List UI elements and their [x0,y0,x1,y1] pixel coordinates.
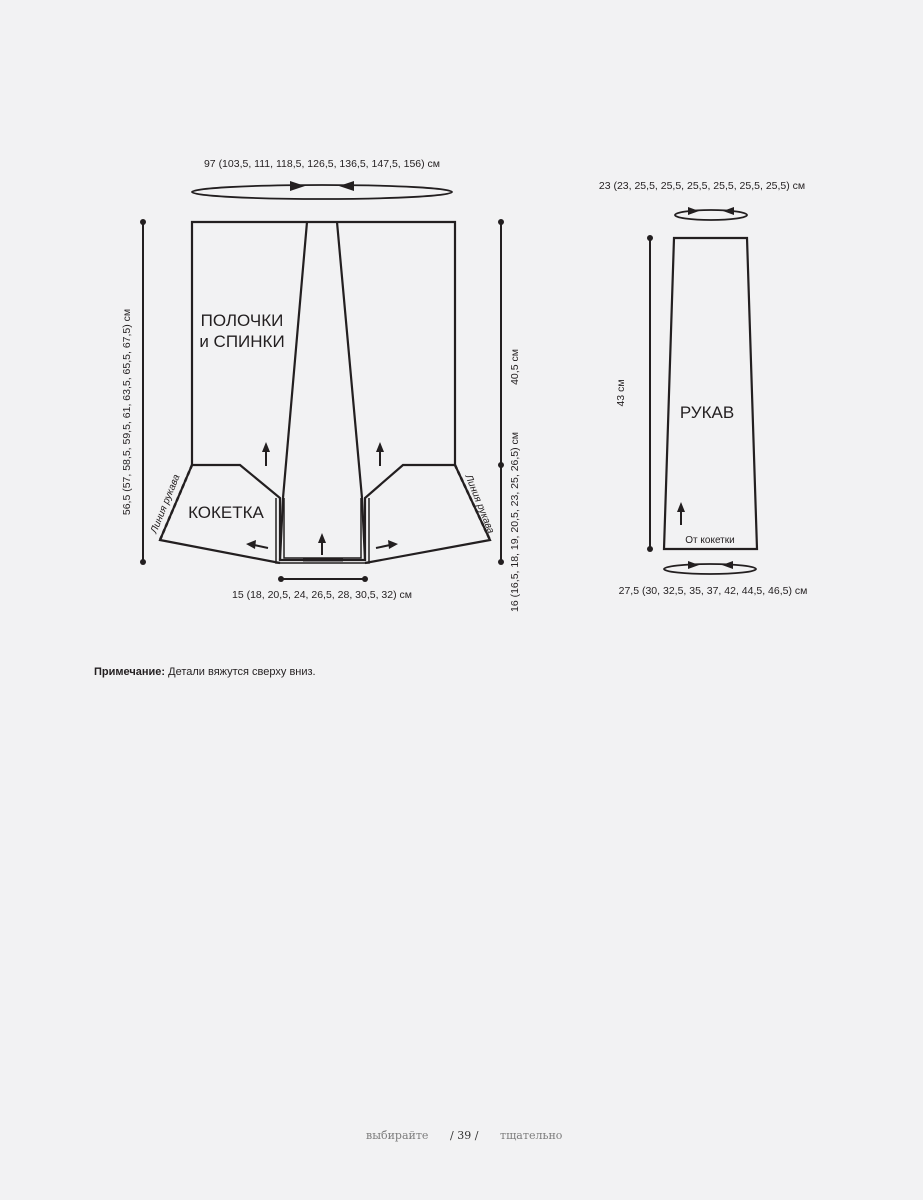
footer-left-word: выбирайте [366,1129,429,1142]
arrow-right-icon [388,540,398,549]
arrow-up-icon [376,442,384,452]
body-bottom-width: 15 (18, 20,5, 24, 26,5, 28, 30,5, 32) см [231,589,413,601]
sleeve-label: РУКАВ [679,403,735,422]
sleeve-line-left-label: Линия рукава [148,472,183,536]
sleeve-top-ellipse [675,210,747,220]
arrow-left-icon [722,561,733,569]
body-top-width: 97 (103,5, 111, 118,5, 126,5, 136,5, 147,5, 156) см [203,158,441,170]
body-label-line2: и СПИНКИ [199,332,285,351]
sleeve-bottom-width: 27,5 (30, 32,5, 35, 37, 42, 44,5, 46,5) см [618,585,808,597]
pattern-note [94,665,316,679]
page-number: / 39 / [450,1129,479,1142]
body-length: 40,5 см [509,349,521,385]
body-total-length: 56,5 (57, 58,5, 59,5, 61, 63,5, 65,5, 67,5) см [121,308,133,516]
yoke-depth: 16 (16,5, 18, 19, 20,5, 23, 25, 26,5) см [509,431,521,613]
arrow-left-icon [339,181,354,191]
sleeve-bottom-ellipse [664,564,756,574]
body-label-line1: ПОЛОЧКИ [200,311,284,330]
arrow-up-icon [677,502,685,512]
arrow-up-icon [262,442,270,452]
yoke-label: КОКЕТКА [188,503,264,522]
note-label: Примечание: [94,666,166,678]
arrow-left-icon [723,207,734,215]
sleeve-length: 43 см [615,379,627,407]
arrow-up-icon [318,533,326,543]
sleeve-outline [664,238,757,549]
body-circumference-ellipse [192,185,452,199]
arrow-right-icon [290,181,305,191]
footer-right-word: тщательно [500,1129,563,1142]
sleeve-from-yoke: От кокетки [685,535,735,546]
arrow-left-icon [246,540,256,549]
sleeve-top-width: 23 (23, 25,5, 25,5, 25,5, 25,5, 25,5, 25,5) см [598,180,806,192]
arrow-right-icon [688,207,699,215]
arrow-right-icon [688,561,699,569]
center-panel [280,222,365,560]
sleeve-line-right-label: Линия рукава [462,472,497,536]
note-text: Детали вяжутся сверху вниз. [165,666,316,678]
